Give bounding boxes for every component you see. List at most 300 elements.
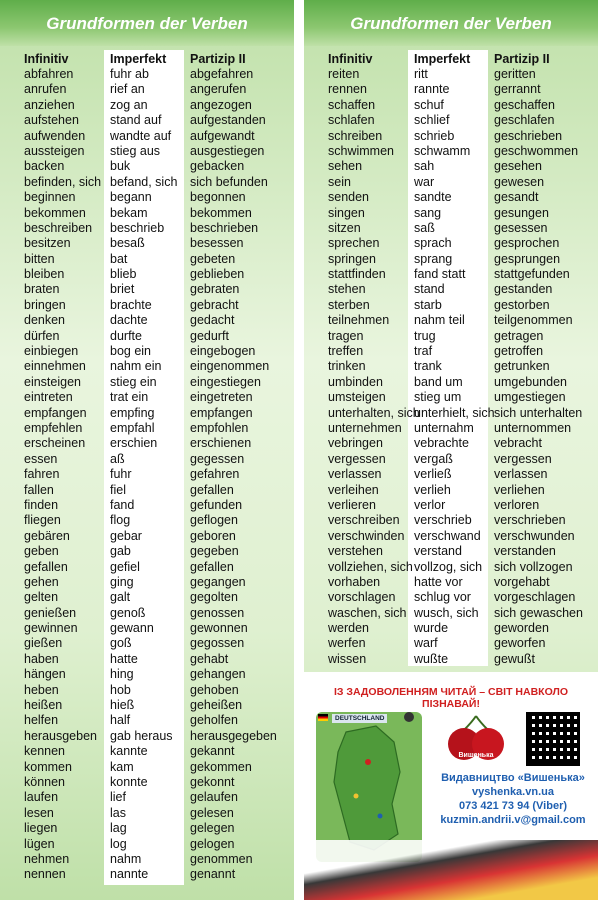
partizip-cell: teilgenommen bbox=[494, 313, 573, 328]
partizip-cell: geschlafen bbox=[494, 113, 555, 128]
partizip-column bbox=[190, 67, 277, 883]
partizip-cell: gesessen bbox=[494, 220, 548, 235]
partizip-cell: empfangen bbox=[190, 405, 253, 420]
imperfekt-cell: wurde bbox=[414, 621, 449, 636]
imperfekt-cell: sang bbox=[414, 205, 442, 220]
partizip-cell: gelegen bbox=[190, 821, 235, 836]
infinitiv-cell: schlafen bbox=[328, 113, 375, 128]
infinitiv-cell: liegen bbox=[24, 821, 58, 836]
partizip-cell: eingenommen bbox=[190, 359, 270, 374]
partizip-cell: gedurft bbox=[190, 328, 229, 343]
imperfekt-cell: sah bbox=[414, 159, 435, 174]
partizip-cell: verliehen bbox=[494, 482, 545, 497]
partizip-cell: vebracht bbox=[494, 436, 542, 451]
imperfekt-cell: hatte bbox=[110, 651, 138, 666]
partizip-cell: gehangen bbox=[190, 667, 246, 682]
infinitiv-cell: genießen bbox=[24, 605, 77, 620]
imperfekt-cell: flog bbox=[110, 513, 131, 528]
infinitiv-cell: werden bbox=[328, 621, 369, 636]
partizip-cell: gegolten bbox=[190, 590, 238, 605]
imperfekt-cell: bog ein bbox=[110, 344, 152, 359]
partizip-cell: sich befunden bbox=[190, 174, 268, 189]
partizip-cell: gestanden bbox=[494, 282, 553, 297]
infinitiv-cell: lügen bbox=[24, 836, 55, 851]
infinitiv-cell: nehmen bbox=[24, 851, 70, 866]
partizip-cell: gelogen bbox=[190, 836, 235, 851]
imperfekt-cell: hieß bbox=[110, 698, 135, 713]
partizip-cell: gefallen bbox=[190, 482, 234, 497]
infinitiv-cell: rennen bbox=[328, 82, 367, 97]
imperfekt-cell: fand statt bbox=[414, 267, 466, 282]
partizip-cell: aufgewandt bbox=[190, 128, 255, 143]
imperfekt-column bbox=[110, 67, 177, 883]
imperfekt-cell: fuhr bbox=[110, 467, 132, 482]
infinitiv-cell: tragen bbox=[328, 328, 364, 343]
infinitiv-column bbox=[24, 67, 101, 883]
partizip-cell: verstanden bbox=[494, 544, 556, 559]
imperfekt-cell: unterhielt, sich bbox=[414, 405, 495, 420]
infinitiv-cell: verlassen bbox=[328, 467, 382, 482]
partizip-cell: gefahren bbox=[190, 467, 240, 482]
partizip-cell: gegessen bbox=[190, 451, 245, 466]
infinitiv-cell: fallen bbox=[24, 482, 54, 497]
partizip-cell: bekommen bbox=[190, 205, 252, 220]
publisher-name: Видавництво «Вишенька» bbox=[441, 772, 585, 784]
partizip-cell: geritten bbox=[494, 67, 536, 81]
infinitiv-cell: denken bbox=[24, 313, 66, 328]
infinitiv-cell: gewinnen bbox=[24, 621, 78, 636]
imperfekt-cell: hing bbox=[110, 667, 134, 682]
infinitiv-cell: werfen bbox=[328, 636, 366, 651]
imperfekt-cell: stieg ein bbox=[110, 374, 157, 389]
partizip-cell: geflogen bbox=[190, 513, 238, 528]
imperfekt-cell: zog an bbox=[110, 97, 148, 112]
infinitiv-cell: vorschlagen bbox=[328, 590, 396, 605]
infinitiv-cell: stattfinden bbox=[328, 267, 386, 282]
page-title: Grundformen der Verben bbox=[46, 14, 248, 33]
header-imperfekt: Imperfekt bbox=[110, 52, 167, 66]
imperfekt-cell: kannte bbox=[110, 744, 148, 759]
partizip-cell: genossen bbox=[190, 605, 245, 620]
imperfekt-cell: trat ein bbox=[110, 390, 149, 405]
infinitiv-cell: sehen bbox=[328, 159, 363, 174]
infinitiv-cell: vergessen bbox=[328, 451, 386, 466]
imperfekt-cell: nahm bbox=[110, 851, 142, 866]
infinitiv-cell: laufen bbox=[24, 790, 59, 805]
imperfekt-column bbox=[414, 67, 495, 667]
infinitiv-cell: schaffen bbox=[328, 97, 376, 112]
imperfekt-cell: log bbox=[110, 836, 127, 851]
partizip-cell: gebraten bbox=[190, 282, 240, 297]
infinitiv-cell: erscheinen bbox=[24, 436, 86, 451]
qr-code-icon bbox=[526, 712, 580, 766]
infinitiv-cell: verstehen bbox=[328, 544, 383, 559]
imperfekt-cell: sprach bbox=[414, 236, 452, 251]
imperfekt-cell: verschrieb bbox=[414, 513, 472, 528]
infinitiv-cell: wissen bbox=[328, 651, 367, 666]
partizip-cell: geschwommen bbox=[494, 143, 579, 158]
imperfekt-cell: half bbox=[110, 713, 131, 728]
imperfekt-cell: verschwand bbox=[414, 528, 481, 543]
partizip-cell: beschrieben bbox=[190, 220, 259, 235]
infinitiv-cell: bitten bbox=[24, 251, 55, 266]
infinitiv-cell: schreiben bbox=[328, 128, 383, 143]
coat-of-arms-icon bbox=[404, 712, 414, 722]
partizip-cell: genommen bbox=[190, 851, 253, 866]
partizip-cell: genannt bbox=[190, 867, 236, 882]
infinitiv-cell: verschwinden bbox=[328, 528, 405, 543]
infinitiv-cell: befinden, sich bbox=[24, 174, 102, 189]
partizip-cell: ausgestiegen bbox=[190, 143, 265, 158]
infinitiv-cell: gefallen bbox=[24, 559, 68, 574]
website-link[interactable]: vyshenka.vn.ua bbox=[472, 786, 554, 798]
imperfekt-cell: rannte bbox=[414, 82, 450, 97]
infinitiv-cell: heben bbox=[24, 682, 59, 697]
infinitiv-cell: aussteigen bbox=[24, 143, 85, 158]
imperfekt-cell: schlief bbox=[414, 113, 450, 128]
infinitiv-cell: vollziehen, sich bbox=[328, 559, 413, 574]
imperfekt-cell: vergaß bbox=[414, 451, 453, 466]
infinitiv-cell: heißen bbox=[24, 698, 63, 713]
cherry-logo bbox=[446, 712, 506, 766]
partizip-cell: sich gewaschen bbox=[494, 605, 583, 620]
imperfekt-cell: nannte bbox=[110, 867, 149, 882]
imperfekt-cell: gefiel bbox=[110, 559, 140, 574]
partizip-cell: gesungen bbox=[494, 205, 549, 220]
infinitiv-cell: unterhalten, sich bbox=[328, 405, 420, 420]
imperfekt-cell: brachte bbox=[110, 297, 152, 312]
imperfekt-cell: band um bbox=[414, 374, 463, 389]
partizip-cell: gebracht bbox=[190, 297, 239, 312]
imperfekt-cell: empfahl bbox=[110, 420, 155, 435]
partizip-cell: begonnen bbox=[190, 190, 246, 205]
partizip-cell: eingetreten bbox=[190, 390, 253, 405]
infinitiv-cell: herausgeben bbox=[24, 728, 97, 743]
imperfekt-cell: trug bbox=[414, 328, 436, 343]
imperfekt-cell: verstand bbox=[414, 544, 462, 559]
infinitiv-cell: finden bbox=[24, 497, 59, 512]
infinitiv-cell: haben bbox=[24, 651, 59, 666]
infinitiv-cell: treffen bbox=[328, 344, 364, 359]
imperfekt-cell: wandte auf bbox=[110, 128, 172, 143]
imperfekt-cell: schuf bbox=[414, 97, 444, 112]
partizip-cell: geschrieben bbox=[494, 128, 563, 143]
imperfekt-cell: trank bbox=[414, 359, 442, 374]
partizip-cell: getrunken bbox=[494, 359, 550, 374]
infinitiv-cell: sitzen bbox=[328, 220, 361, 235]
infinitiv-cell: einbiegen bbox=[24, 344, 79, 359]
infinitiv-cell: waschen, sich bbox=[328, 605, 407, 620]
imperfekt-cell: beschrieb bbox=[110, 220, 165, 235]
partizip-cell: geheißen bbox=[190, 698, 243, 713]
imperfekt-cell: buk bbox=[110, 159, 131, 174]
partizip-cell: herausgegeben bbox=[190, 728, 277, 743]
imperfekt-cell: konnte bbox=[110, 774, 148, 789]
partizip-cell: geblieben bbox=[190, 267, 245, 282]
partizip-cell: erschienen bbox=[190, 436, 252, 451]
infinitiv-cell: bleiben bbox=[24, 267, 65, 282]
imperfekt-cell: traf bbox=[414, 344, 433, 359]
header-partizip: Partizip II bbox=[190, 52, 246, 66]
imperfekt-cell: bat bbox=[110, 251, 128, 266]
partizip-column bbox=[494, 67, 583, 667]
partizip-cell: besessen bbox=[190, 236, 244, 251]
partizip-cell: gewonnen bbox=[190, 621, 248, 636]
email-link[interactable]: kuzmin.andrii.v@gmail.com bbox=[440, 814, 586, 826]
imperfekt-cell: sandte bbox=[414, 190, 452, 205]
imperfekt-cell: briet bbox=[110, 282, 135, 297]
partizip-cell: geworfen bbox=[494, 636, 546, 651]
infinitiv-cell: lesen bbox=[24, 805, 54, 820]
infinitiv-cell: verleihen bbox=[328, 482, 379, 497]
partizip-cell: gehoben bbox=[190, 682, 239, 697]
partizip-cell: gesehen bbox=[494, 159, 542, 174]
imperfekt-cell: kam bbox=[110, 759, 134, 774]
infinitiv-cell: sprechen bbox=[328, 236, 380, 251]
imperfekt-cell: unternahm bbox=[414, 420, 474, 435]
infinitiv-cell: backen bbox=[24, 159, 65, 174]
imperfekt-cell: verlor bbox=[414, 497, 446, 512]
imperfekt-cell: starb bbox=[414, 297, 442, 312]
imperfekt-cell: sprang bbox=[414, 251, 453, 266]
imperfekt-cell: war bbox=[414, 174, 435, 189]
infinitiv-cell: senden bbox=[328, 190, 370, 205]
partizip-cell: gegossen bbox=[190, 636, 245, 651]
imperfekt-cell: lief bbox=[110, 790, 126, 805]
imperfekt-cell: stieg um bbox=[414, 390, 462, 405]
infinitiv-cell: umbinden bbox=[328, 374, 383, 389]
partizip-cell: geworden bbox=[494, 621, 549, 636]
infinitiv-cell: helfen bbox=[24, 713, 59, 728]
infinitiv-cell: verlieren bbox=[328, 497, 376, 512]
partizip-cell: gekannt bbox=[190, 744, 235, 759]
phone-number: 073 421 73 94 (Viber) bbox=[458, 800, 568, 812]
partizip-cell: aufgestanden bbox=[190, 113, 266, 128]
partizip-cell: vorgehabt bbox=[494, 574, 550, 589]
imperfekt-cell: hatte vor bbox=[414, 574, 463, 589]
imperfekt-cell: gab heraus bbox=[110, 728, 173, 743]
infinitiv-cell: nennen bbox=[24, 867, 66, 882]
infinitiv-cell: geben bbox=[24, 544, 59, 559]
partizip-cell: gedacht bbox=[190, 313, 235, 328]
imperfekt-cell: ritt bbox=[414, 67, 428, 81]
infinitiv-cell: besitzen bbox=[24, 236, 71, 251]
publisher-promo bbox=[304, 672, 598, 900]
partizip-cell: gefallen bbox=[190, 559, 234, 574]
infinitiv-cell: singen bbox=[328, 205, 365, 220]
partizip-cell: geholfen bbox=[190, 713, 238, 728]
partizip-cell: umgebunden bbox=[494, 374, 567, 389]
partizip-cell: gehabt bbox=[190, 651, 229, 666]
infinitiv-cell: braten bbox=[24, 282, 60, 297]
infinitiv-cell: beschreiben bbox=[24, 220, 93, 235]
imperfekt-cell: gab bbox=[110, 544, 131, 559]
imperfekt-cell: nahm teil bbox=[414, 313, 465, 328]
header-infinitiv: Infinitiv bbox=[328, 52, 373, 66]
imperfekt-cell: besaß bbox=[110, 236, 145, 251]
imperfekt-cell: begann bbox=[110, 190, 152, 205]
header-partizip: Partizip II bbox=[494, 52, 550, 66]
page-title: Grundformen der Verben bbox=[350, 14, 552, 33]
infinitiv-cell: springen bbox=[328, 251, 376, 266]
partizip-cell: gerrannt bbox=[494, 82, 541, 97]
partizip-cell: gebeten bbox=[190, 251, 236, 266]
imperfekt-cell: vebrachte bbox=[414, 436, 469, 451]
partizip-cell: gewesen bbox=[494, 174, 545, 189]
imperfekt-cell: las bbox=[110, 805, 126, 820]
imperfekt-cell: wusch, sich bbox=[414, 605, 479, 620]
infinitiv-cell: anziehen bbox=[24, 97, 75, 112]
partizip-cell: verlassen bbox=[494, 467, 548, 482]
partizip-cell: angerufen bbox=[190, 82, 247, 97]
panel-divider bbox=[294, 0, 304, 900]
partizip-cell: empfohlen bbox=[190, 420, 249, 435]
slogan: ІЗ ЗАДОВОЛЕННЯМ ЧИТАЙ – СВІТ НАВКОЛО ПІЗНАВАЙ! bbox=[333, 686, 569, 710]
partizip-cell: sich vollzogen bbox=[494, 559, 573, 574]
infinitiv-cell: können bbox=[24, 774, 66, 789]
partizip-cell: getroffen bbox=[494, 344, 544, 359]
imperfekt-cell: goß bbox=[110, 636, 132, 651]
infinitiv-cell: bekommen bbox=[24, 205, 86, 220]
infinitiv-cell: vebringen bbox=[328, 436, 383, 451]
partizip-cell: verschwunden bbox=[494, 528, 575, 543]
infinitiv-cell: einsteigen bbox=[24, 374, 81, 389]
infinitiv-cell: gießen bbox=[24, 636, 63, 651]
imperfekt-cell: stieg aus bbox=[110, 143, 161, 158]
infinitiv-cell: gebären bbox=[24, 528, 70, 543]
infinitiv-cell: stehen bbox=[328, 282, 366, 297]
map-label: DEUTSCHLAND bbox=[332, 714, 387, 723]
imperfekt-cell: warf bbox=[414, 636, 438, 651]
infinitiv-cell: eintreten bbox=[24, 390, 73, 405]
partizip-cell: gefunden bbox=[190, 497, 243, 512]
partizip-cell: getragen bbox=[494, 328, 544, 343]
imperfekt-cell: schwamm bbox=[414, 143, 471, 158]
infinitiv-cell: sterben bbox=[328, 297, 370, 312]
imperfekt-cell: saß bbox=[414, 220, 435, 235]
infinitiv-cell: vorhaben bbox=[328, 574, 381, 589]
verb-table-panel-left bbox=[0, 0, 294, 900]
partizip-cell: gekommen bbox=[190, 759, 252, 774]
imperfekt-cell: schlug vor bbox=[414, 590, 471, 605]
partizip-cell: angezogen bbox=[190, 97, 252, 112]
infinitiv-cell: sein bbox=[328, 174, 351, 189]
imperfekt-cell: stand bbox=[414, 282, 445, 297]
partizip-cell: gelaufen bbox=[190, 790, 238, 805]
germany-flag-icon bbox=[318, 714, 328, 721]
partizip-cell: gesandt bbox=[494, 190, 539, 205]
partizip-cell: gesprungen bbox=[494, 251, 561, 266]
imperfekt-cell: aß bbox=[110, 451, 125, 466]
imperfekt-cell: lag bbox=[110, 821, 127, 836]
imperfekt-cell: fuhr ab bbox=[110, 67, 149, 81]
imperfekt-cell: verließ bbox=[414, 467, 452, 482]
partizip-cell: stattgefunden bbox=[494, 267, 570, 282]
partizip-cell: gegangen bbox=[190, 574, 246, 589]
infinitiv-cell: umsteigen bbox=[328, 390, 386, 405]
infinitiv-cell: schwimmen bbox=[328, 143, 394, 158]
infinitiv-cell: empfehlen bbox=[24, 420, 83, 435]
imperfekt-cell: fand bbox=[110, 497, 135, 512]
partizip-cell: verloren bbox=[494, 497, 540, 512]
infinitiv-cell: beginnen bbox=[24, 190, 76, 205]
partizip-cell: verschrieben bbox=[494, 513, 566, 528]
imperfekt-cell: nahm ein bbox=[110, 359, 162, 374]
imperfekt-cell: durfte bbox=[110, 328, 142, 343]
partizip-cell: gegeben bbox=[190, 544, 239, 559]
german-flag-wave bbox=[304, 840, 598, 900]
imperfekt-cell: ging bbox=[110, 574, 134, 589]
imperfekt-cell: vollzog, sich bbox=[414, 559, 483, 574]
partizip-cell: unternommen bbox=[494, 420, 572, 435]
imperfekt-cell: fiel bbox=[110, 482, 126, 497]
infinitiv-cell: trinken bbox=[328, 359, 366, 374]
partizip-cell: gekonnt bbox=[190, 774, 235, 789]
infinitiv-cell: verschreiben bbox=[328, 513, 400, 528]
logo-label: Вишенька bbox=[458, 752, 494, 759]
partizip-cell: gewußt bbox=[494, 651, 535, 666]
header-imperfekt: Imperfekt bbox=[414, 52, 471, 66]
infinitiv-cell: kennen bbox=[24, 744, 66, 759]
infinitiv-cell: hängen bbox=[24, 667, 66, 682]
imperfekt-cell: galt bbox=[110, 590, 131, 605]
infinitiv-cell: bringen bbox=[24, 297, 66, 312]
imperfekt-cell: bekam bbox=[110, 205, 148, 220]
imperfekt-cell: gewann bbox=[110, 621, 154, 636]
partizip-cell: geboren bbox=[190, 528, 236, 543]
infinitiv-cell: aufstehen bbox=[24, 113, 79, 128]
partizip-cell: gestorben bbox=[494, 297, 550, 312]
partizip-cell: gebacken bbox=[190, 159, 245, 174]
infinitiv-cell: empfangen bbox=[24, 405, 87, 420]
infinitiv-cell: einnehmen bbox=[24, 359, 86, 374]
partizip-cell: geschaffen bbox=[494, 97, 555, 112]
partizip-cell: sich unterhalten bbox=[494, 405, 583, 420]
imperfekt-cell: dachte bbox=[110, 313, 148, 328]
infinitiv-cell: dürfen bbox=[24, 328, 60, 343]
partizip-cell: umgestiegen bbox=[494, 390, 566, 405]
infinitiv-cell: essen bbox=[24, 451, 58, 466]
infinitiv-cell: teilnehmen bbox=[328, 313, 390, 328]
infinitiv-cell: fahren bbox=[24, 467, 60, 482]
imperfekt-cell: genoß bbox=[110, 605, 146, 620]
imperfekt-cell: empfing bbox=[110, 405, 155, 420]
imperfekt-cell: schrieb bbox=[414, 128, 455, 143]
imperfekt-cell: wußte bbox=[414, 651, 449, 666]
partizip-cell: vorgeschlagen bbox=[494, 590, 576, 605]
infinitiv-cell: gehen bbox=[24, 574, 59, 589]
infinitiv-column bbox=[328, 67, 420, 667]
partizip-cell: eingebogen bbox=[190, 344, 256, 359]
imperfekt-cell: stand auf bbox=[110, 113, 162, 128]
imperfekt-cell: blieb bbox=[110, 267, 137, 282]
partizip-cell: vergessen bbox=[494, 451, 552, 466]
imperfekt-cell: hob bbox=[110, 682, 131, 697]
infinitiv-cell: abfahren bbox=[24, 67, 74, 81]
infinitiv-cell: reiten bbox=[328, 67, 360, 81]
infinitiv-cell: gelten bbox=[24, 590, 59, 605]
partizip-cell: abgefahren bbox=[190, 67, 254, 81]
infinitiv-cell: anrufen bbox=[24, 82, 67, 97]
imperfekt-cell: gebar bbox=[110, 528, 142, 543]
infinitiv-cell: aufwenden bbox=[24, 128, 86, 143]
imperfekt-cell: verlieh bbox=[414, 482, 451, 497]
infinitiv-cell: unternehmen bbox=[328, 420, 402, 435]
partizip-cell: eingestiegen bbox=[190, 374, 261, 389]
infinitiv-cell: fliegen bbox=[24, 513, 61, 528]
infinitiv-cell: kommen bbox=[24, 759, 72, 774]
partizip-cell: gesprochen bbox=[494, 236, 560, 251]
